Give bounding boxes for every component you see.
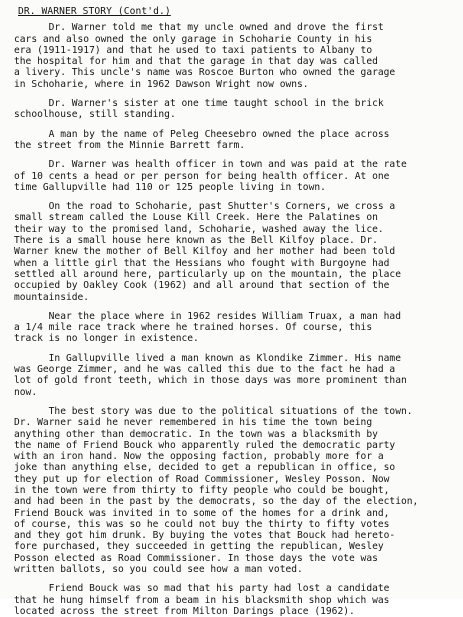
text-line: Dr. Warner's sister at one time taught school in the brick [14, 98, 384, 110]
text-line: Warner knew the mother of Bell Kilfoy and her mother had been told [14, 246, 396, 258]
paragraph [14, 311, 449, 345]
text-line: settled all around here, particularly up on the mountain, the place [14, 268, 401, 280]
text-line: lot of gold front teeth, which in those days was more prominent than [14, 375, 407, 387]
document-body [14, 22, 449, 617]
text-line: in Schoharie, where in 1962 Dawson Wright now owns. [14, 78, 309, 90]
text-line: small stream called the Louse Kill Creek. Here the Palatines on [14, 212, 378, 224]
text-line: The best story was due to the political situations of the town. [14, 405, 413, 417]
text-line: Posson elected as Road Commissioner. In those days the vote was [14, 552, 378, 564]
text-line: now. [14, 386, 38, 398]
text-line: There is a small house here known as the Bell Kilfoy place. Dr. [14, 235, 378, 247]
paragraph [14, 159, 449, 193]
text-line: In Gallupville lived a man known as Klondike Zimmer. His name [14, 352, 401, 364]
text-line: Dr. Warner said he never remembered in his time the town being [14, 417, 373, 429]
text-line: track is no longer in existence. [14, 333, 199, 345]
text-line: of 10 cents a head or per person for being health officer. At one [14, 170, 390, 182]
text-line: with an iron hand. Now the opposing faction, probably more for a [14, 451, 384, 463]
text-line: time Gallupville had 110 or 125 people living in town. [14, 181, 326, 193]
text-line: located across the street from Milton Darings place (1962). [14, 605, 355, 617]
text-line: of course, this was so he could not buy the thirty to fifty votes [14, 518, 390, 530]
page-title: DR. WARNER STORY (Cont'd.) [18, 6, 171, 17]
paragraph [14, 353, 449, 398]
text-line: they put up for election of Road Commissioner, Wesley Posson. Now [14, 473, 390, 485]
text-line: the street from the Minnie Barrett farm. [14, 139, 246, 151]
paragraph [14, 98, 449, 121]
text-line: cars and also owned the only garage in Schoharie County in his [14, 33, 373, 45]
text-line: On the road to Schoharie, past Shutter's Corners, we cross a [14, 201, 396, 213]
text-line: written ballots, so you could see how a man voted. [14, 564, 303, 576]
text-line: A man by the name of Peleg Cheesebro owned the place across [14, 128, 390, 140]
text-line: the name of Friend Bouck who apparently ruled the democratic party [14, 439, 396, 451]
text-line: the hospital for him and that the garage in that day was called [14, 56, 378, 68]
text-line: schoolhouse, still standing. [14, 109, 176, 121]
paragraph [14, 22, 449, 90]
text-line: era (1911-1917) and that he used to taxi patients to Albany to [14, 44, 373, 56]
text-line: and had been in the past by the democrats, so the day of the election, [14, 496, 419, 508]
paragraph [14, 583, 449, 617]
text-line: was George Zimmer, and he was called this due to the fact he had a [14, 364, 396, 376]
text-line: when a little girl that the Hessians who fought with Burgoyne had [14, 257, 390, 269]
text-line: their way to the promised land, Schoharie, washed away the lice. [14, 223, 384, 235]
text-line: and they got him drunk. By buying the votes that Bouck had hereto- [14, 530, 396, 542]
paragraph [14, 406, 449, 575]
text-line: Friend Bouck was so mad that his party had lost a candidate [14, 583, 390, 595]
text-line: in the town were from thirty to fifty people who could be bought, [14, 484, 390, 496]
text-line: fore purchased, they succeeded in getting the republican, Wesley [14, 541, 384, 553]
text-line: anything other than democratic. In the town was a blacksmith by [14, 428, 378, 440]
text-line: Near the place where in 1962 resides William Truax, a man had [14, 310, 401, 322]
paragraph [14, 129, 449, 152]
text-line: a livery. This uncle's name was Roscoe Burton who owned the garage [14, 67, 396, 79]
paragraph [14, 201, 449, 303]
text-line: Dr. Warner told me that my uncle owned and drove the first [14, 22, 384, 34]
text-line: joke than anything else, decided to get a republican in office, so [14, 462, 396, 474]
text-line: Dr. Warner was health officer in town and was paid at the rate [14, 159, 407, 171]
text-line: Friend Bouck was invited in to some of the homes for a drink and, [14, 507, 390, 519]
text-line: a 1/4 mile race track where he trained horses. Of course, this [14, 322, 373, 334]
text-line: that he hung himself from a beam in his blacksmith shop which was [14, 594, 390, 606]
text-line: occupied by Oakley Cook (1962) and all around that section of the [14, 280, 390, 292]
text-line: mountainside. [14, 291, 90, 303]
